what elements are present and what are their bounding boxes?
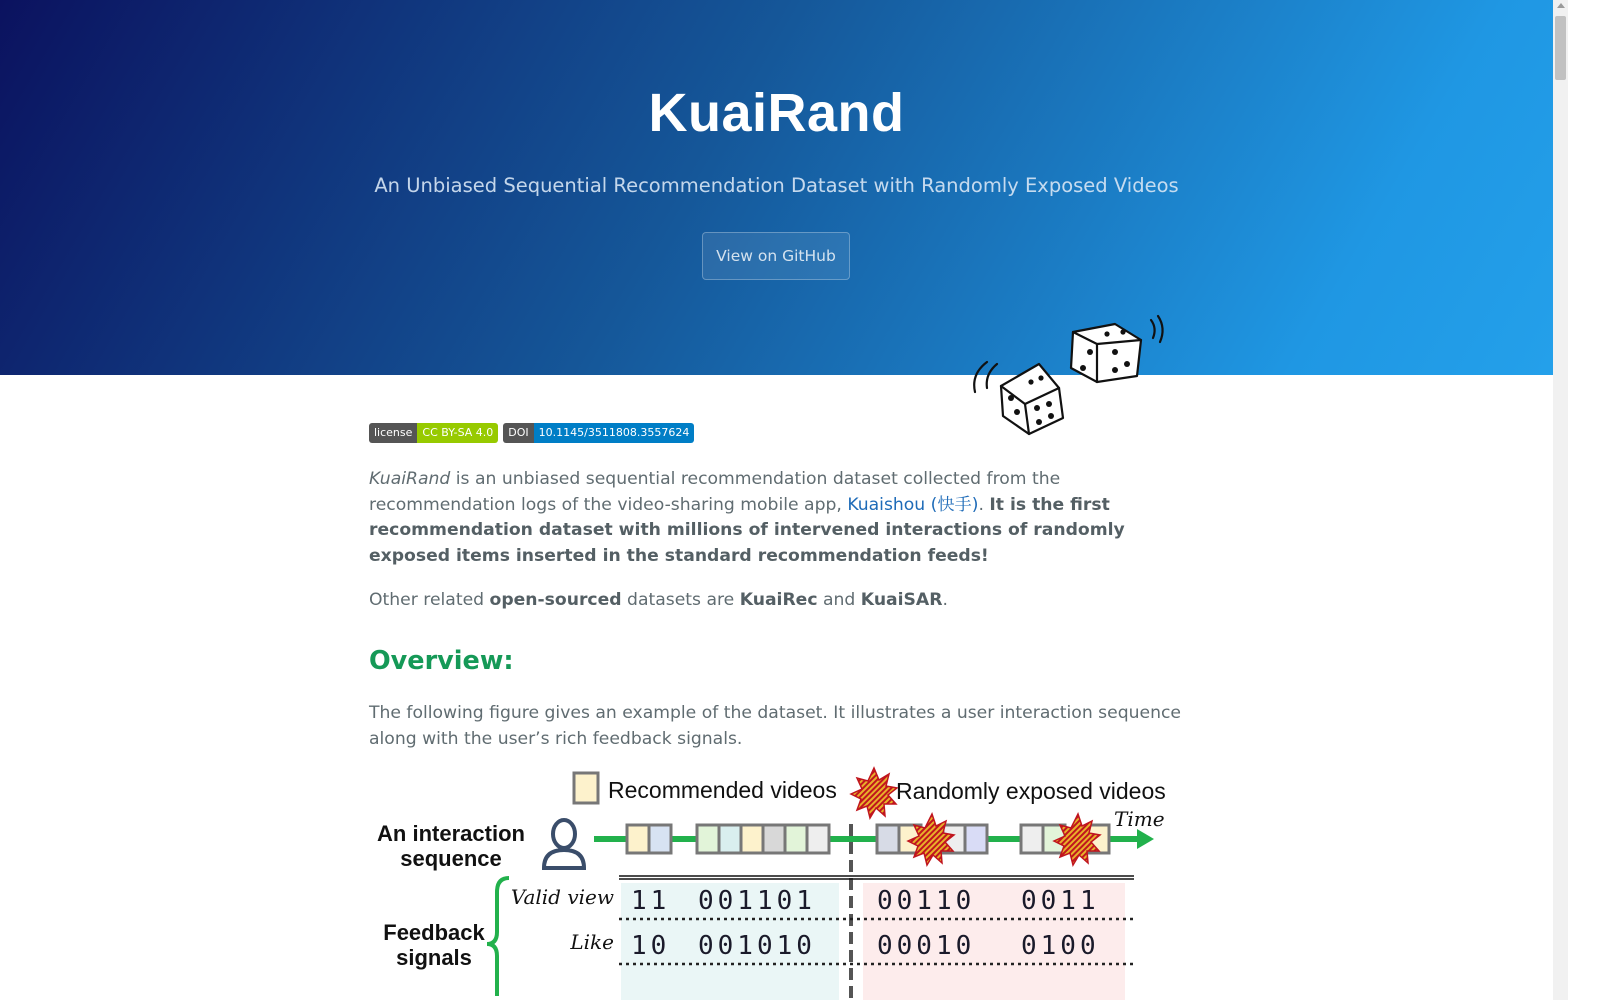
overview-paragraph: The following figure gives an example of the dataset. It illustrates a user interaction sequence along with the user’s rich feedback signals. xyxy=(369,703,1182,749)
dice-icon xyxy=(965,312,1170,437)
license-badge-value: CC BY-SA 4.0 xyxy=(417,423,498,443)
sequence-label-line1: An interaction xyxy=(377,821,525,846)
burst-icon xyxy=(1054,814,1100,865)
burst-icon xyxy=(851,768,897,818)
kuairec-link[interactable] xyxy=(740,590,818,610)
sequence-label-line2: sequence xyxy=(400,846,502,871)
project-title: KuaiRand xyxy=(648,83,905,143)
project-tagline: An Unbiased Sequential Recommendation Dataset with Randomly Exposed Videos xyxy=(374,174,1179,197)
related-bold: open-sourced xyxy=(489,590,622,610)
feedback-label-line1: Feedback xyxy=(383,920,485,945)
row-name-valid-view: Valid view xyxy=(510,885,614,909)
doi-badge[interactable] xyxy=(503,423,694,443)
scroll-up-icon[interactable] xyxy=(1557,3,1565,8)
valid-view-right-1: 00110 xyxy=(877,886,976,916)
valid-view-right-2: 0011 xyxy=(1021,886,1100,916)
arrow-right-icon xyxy=(1137,829,1154,849)
valid-view-left-2: 001101 xyxy=(698,886,816,916)
overview-heading: Overview: xyxy=(369,646,514,676)
kuaisar-link[interactable] xyxy=(861,590,943,610)
related-and: and xyxy=(817,590,861,610)
row-name-like: Like xyxy=(570,930,614,954)
related-paragraph xyxy=(369,588,1191,614)
doi-badge-label: DOI xyxy=(503,423,533,443)
dataset-name: KuaiRand xyxy=(369,469,451,489)
brace-icon xyxy=(487,878,509,996)
kuaishou-link[interactable]: Kuaishou (快手) xyxy=(847,494,979,515)
badge-row xyxy=(369,423,694,443)
user-icon xyxy=(544,820,584,868)
intro-paragraph xyxy=(369,467,1191,569)
related-end: . xyxy=(942,590,948,610)
like-left-2: 001010 xyxy=(698,931,816,961)
overview-figure xyxy=(369,766,1169,1000)
legend-random-label: Randomly exposed videos xyxy=(896,778,1166,804)
kuairec-link-label: KuaiRec xyxy=(739,590,818,610)
doi-badge-value: 10.1145/3511808.3557624 xyxy=(534,423,695,443)
scrollbar-thumb[interactable] xyxy=(1555,16,1566,80)
related-mid: datasets are xyxy=(621,590,740,610)
valid-view-left-1: 11 xyxy=(631,886,671,916)
license-badge[interactable] xyxy=(369,423,498,443)
vertical-scrollbar[interactable] xyxy=(1553,0,1568,1000)
intro-text-2: . xyxy=(978,494,990,515)
like-right-1: 00010 xyxy=(877,931,976,961)
intro-text-1: is an unbiased sequential recommendation dataset collected from the recommendation logs of the video-sharing mobile app, xyxy=(369,469,1061,515)
like-left-1: 10 xyxy=(631,931,671,961)
intro-bold-text: It is the first recommendation dataset with millions of intervened interactions of randomly exposed items inserted in the standard recommendation feeds! xyxy=(369,494,1125,566)
legend-recommended-swatch xyxy=(574,773,598,803)
page-header xyxy=(0,0,1553,375)
related-pre: Other related xyxy=(369,590,490,610)
kuaisar-link-label: KuaiSAR xyxy=(860,590,943,610)
time-label: Time xyxy=(1114,807,1165,831)
legend-recommended-label: Recommended videos xyxy=(608,777,837,803)
feedback-label-line2: signals xyxy=(396,945,472,970)
like-right-2: 0100 xyxy=(1021,931,1100,961)
license-badge-label: license xyxy=(369,423,417,443)
burst-icon xyxy=(908,814,954,865)
view-on-github-button[interactable]: View on GitHub xyxy=(702,232,850,280)
